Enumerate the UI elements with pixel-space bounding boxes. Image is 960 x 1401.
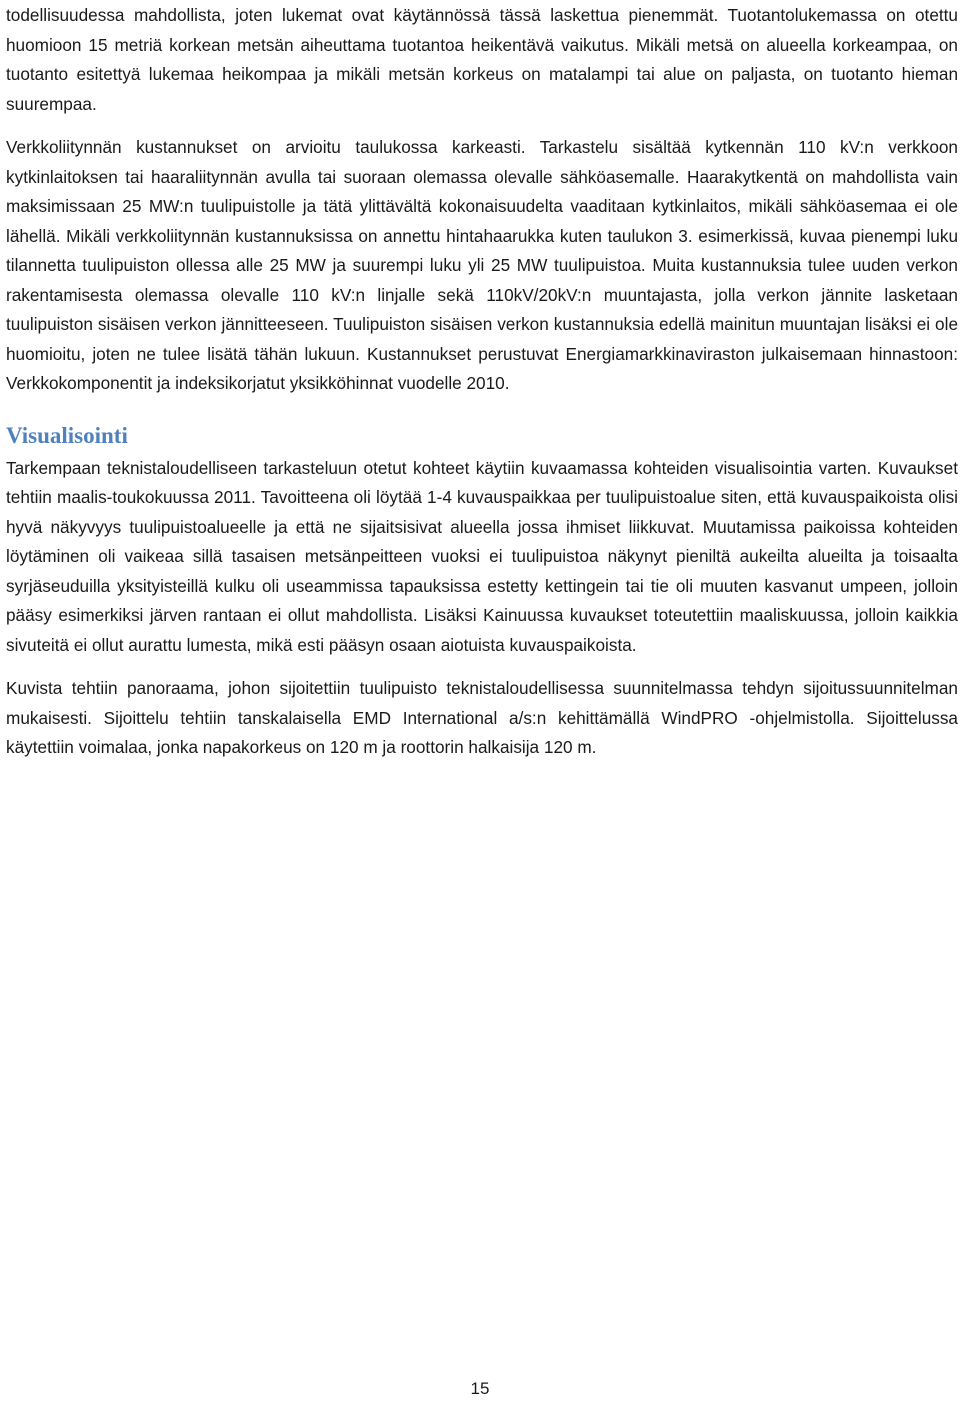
body-paragraph-photography: Tarkempaan teknistaloudelliseen tarkasteluun otetut kohteet käytiin kuvaamassa kohteiden visualisointia varten. Kuvaukset tehtiin maalis-toukokuussa 2011. Tavoitteena oli löytää 1-4 kuvauspaikkaa per tuulipuistoalue siten, että kuvauspaikoista olisi hyvä näkyvyys tuulipuistoalueelle ja että ne sijaitsisivat alueella jossa ihmiset liikkuvat. Muutamissa paikoissa kohteiden löytäminen oli vaikeaa sillä tasaisen metsänpeitteen vuoksi ei tuulipuistoa näkynyt pieniltä aukeilta alueilta ja toisaalta syrjäseuduilla yksityisteillä kulku oli useammissa tapauksissa estetty kettingein tai tie oli muuten kasvanut umpeen, jolloin pääsy esimerkiksi järven rantaan ei ollut mahdollista. Lisäksi Kainuussa kuvaukset toteutettiin maaliskuussa, jolloin kaikkia sivuteitä ei ollut aurattu lumesta, mikä esti pääsyn osaan aiotuista kuvauspaikoista. [6, 457, 958, 655]
document-page [6, 0, 958, 763]
body-paragraph-panorama: Kuvista tehtiin panoraama, johon sijoitettiin tuulipuisto teknistaloudellisessa suunnitelmassa tehdyn sijoitussuunnitelman mukaisesti. Sijoittelu tehtiin tanskalaisella EMD International a/s:n kehittämällä WindPRO -ohjelmistolla. Sijoittelussa käytettiin voimalaa, jonka napakorkeus on 120 m ja roottorin halkaisija 120 m. [6, 678, 958, 757]
section-heading-visualisointi: Visualisointi [6, 422, 128, 448]
body-paragraph-grid-connection: Verkkoliitynnän kustannukset on arvioitu taulukossa karkeasti. Tarkastelu sisältää kytkennän 110 kV:n verkkoon kytkinlaitoksen tai haaraliitynnän avulla tai suoraan olemassa olevalle sähköasemalle. Haarakytkentä on mahdollista vain maksimissaan 25 MW:n tuulipuistolle ja tätä ylittävältä kokonaisuudelta vaaditaan kytkinlaitos, mikäli sähköasemaa ei ole lähellä. Mikäli verkkoliitynnän kustannuksissa on annettu hintahaarukka kuten taulukon 3. esimerkissä, kuvaa pienempi luku tilannetta tuulipuiston ollessa alle 25 MW ja suurempi luku yli 25 MW tuulipuistoa. Muita kustannuksia tulee uuden verkon rakentamisesta olemassa olevalle 110 kV:n linjalle sekä 110kV/20kV:n muuntajasta, jolla verkon jännite lasketaan tuulipuiston sisäisen verkon jännitteeseen. Tuulipuiston sisäisen verkon kustannuksia edellä mainitun muuntajan lisäksi ei ole huomioitu, joten ne tulee lisätä tähän lukuun. Kustannukset perustuvat Energiamarkkinaviraston julkaisemaan hinnastoon: Verkkokomponentit ja indeksikorjatut yksikköhinnat vuodelle 2010. [6, 137, 958, 393]
body-paragraph-production: todellisuudessa mahdollista, joten lukemat ovat käytännössä tässä laskettua pienemmät. Tuotantolukemassa on otettu huomioon 15 metriä korkean metsän aiheuttama tuotantoa heikentävä vaikutus. Mikäli metsä on alueella korkeampaa, on tuotanto esitettyä lukemaa heikompaa ja mikäli metsän korkeus on matalampi tai alue on paljasta, on tuotanto hieman suurempaa. [6, 5, 958, 114]
page-number: 15 [470, 1379, 490, 1398]
